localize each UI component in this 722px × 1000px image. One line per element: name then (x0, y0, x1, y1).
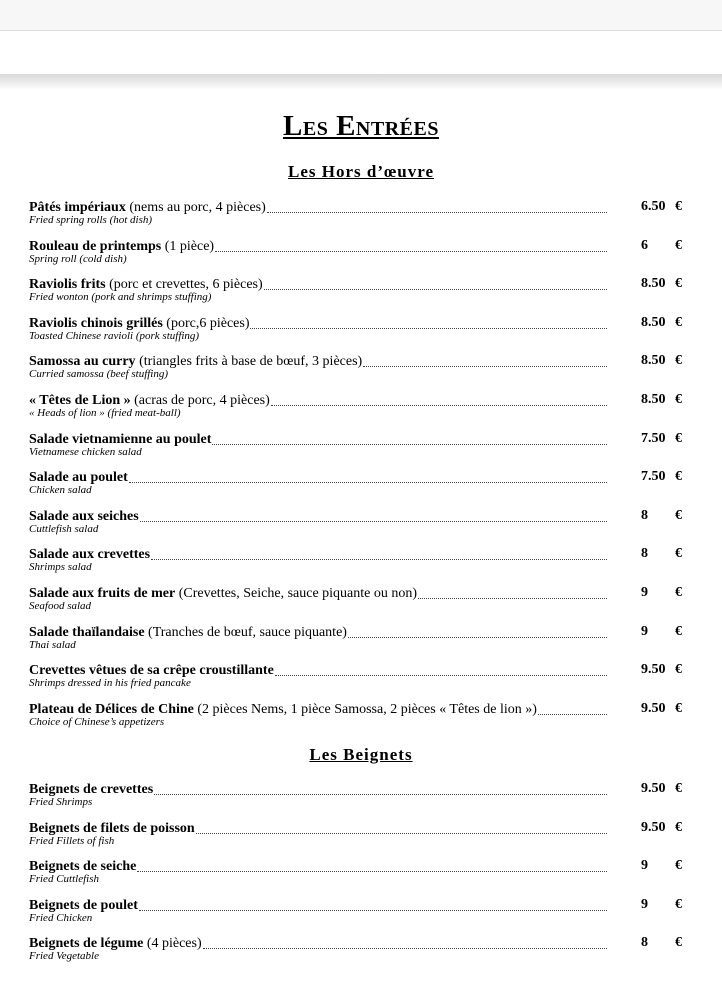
menu-item-description: (porc,6 pièces) (162, 315, 250, 331)
menu-item-english: Fried Shrimps (29, 796, 93, 808)
menu-item-line (29, 895, 607, 914)
menu-item-name: Salade thaïlandaise (29, 624, 145, 640)
menu-item-name: Beignets de légume (29, 936, 144, 952)
currency-symbol: € (675, 276, 682, 292)
menu-item-line (29, 544, 607, 563)
dotted-leader (250, 328, 607, 329)
menu-item-description: (acras de porc, 4 pièces) (130, 392, 270, 408)
menu-item-name: Salade aux crevettes (29, 547, 151, 563)
menu-item (29, 544, 689, 583)
menu-item-line (29, 818, 607, 837)
menu-item-price: 9 (641, 584, 648, 600)
menu-item-line (29, 779, 607, 798)
menu-item-price: 9.50 (641, 662, 666, 678)
currency-symbol: € (675, 781, 682, 796)
menu-item-price: 8 (641, 546, 648, 562)
menu-item-english: Choice of Chinese’s appetizers (29, 715, 165, 728)
menu-item (29, 933, 689, 972)
menu-item-english: Curried samossa (beef stuffing) (29, 368, 169, 381)
menu-item-price: 8.50 (641, 276, 666, 292)
menu-item-line (29, 933, 607, 952)
dotted-leader (137, 871, 607, 872)
menu-item-english: Toasted Chinese ravioli (pork stuffing) (29, 329, 200, 342)
menu-item-english: Fried Cuttlefish (29, 873, 99, 886)
menu-item-english: Seafood salad (29, 599, 92, 612)
dotted-leader (348, 637, 607, 638)
menu-item-description: (triangles frits à base de bœuf, 3 pièces) (135, 354, 363, 370)
menu-item (29, 429, 689, 468)
menu-item-description: (4 pièces) (143, 936, 202, 952)
dotted-leader (139, 910, 607, 911)
dotted-leader (212, 444, 607, 445)
dotted-leader (363, 366, 607, 367)
currency-symbol: € (675, 353, 682, 369)
menu-item-name: Beignets de seiche (29, 859, 137, 875)
menu-item-price: 9 (641, 858, 648, 874)
dotted-leader (264, 289, 607, 290)
menu-item-name: Raviolis frits (29, 277, 106, 293)
dotted-leader (196, 833, 607, 834)
dotted-leader (418, 598, 607, 599)
menu-item-english: Chicken salad (29, 484, 92, 497)
menu-item-price: 8 (641, 935, 648, 951)
dotted-leader (151, 559, 607, 560)
menu-item-price: 6 (641, 237, 648, 253)
menu-item-english: Shrimps dressed in his fried pancake (29, 677, 191, 690)
currency-symbol: € (675, 314, 682, 330)
menu-item-price: 9 (641, 896, 648, 912)
menu-item (29, 467, 689, 506)
menu-item-line (29, 583, 607, 602)
menu-item-name: Samossa au curry (29, 354, 136, 370)
menu-item-price: 8.50 (641, 391, 666, 407)
currency-symbol: € (675, 507, 682, 523)
menu-item-price: 9.50 (641, 819, 666, 835)
currency-symbol: € (675, 700, 682, 716)
menu-item-english: Shrimps salad (29, 561, 92, 574)
menu-item (29, 856, 689, 895)
menu-item-price: 9.50 (641, 781, 666, 796)
menu-item (29, 699, 689, 738)
menu-item-price: 6.50 (641, 199, 666, 214)
menu-item-price: 9.50 (641, 700, 666, 716)
currency-symbol: € (675, 391, 682, 407)
menu-item-description: (2 pièces Nems, 1 pièce Samossa, 2 pièces « Têtes de lion ») (193, 701, 537, 717)
dotted-leader (275, 675, 607, 676)
menu-item-price: 8.50 (641, 353, 666, 369)
menu-item-name: Beignets de poulet (29, 897, 138, 913)
currency-symbol: € (675, 623, 682, 639)
menu-item (29, 351, 689, 390)
currency-symbol: € (675, 430, 682, 446)
menu-item (29, 622, 689, 661)
menu-item-line (29, 506, 607, 525)
browser-top-bar (0, 0, 722, 31)
menu-item-name: Plateau de Délices de Chine (29, 701, 194, 717)
menu-item-price: 8.50 (641, 314, 666, 330)
menu-item-price: 9 (641, 623, 648, 639)
menu-item-name: « Têtes de Lion » (29, 392, 131, 408)
currency-symbol: € (675, 858, 682, 874)
menu-item (29, 779, 689, 818)
menu-item-price: 7.50 (641, 469, 666, 485)
currency-symbol: € (675, 662, 682, 678)
currency-symbol: € (675, 584, 682, 600)
menu-item-description: (Tranches de bœuf, sauce piquante) (144, 624, 347, 640)
menu-item-description: (porc et crevettes, 6 pièces) (105, 277, 263, 293)
menu-item (29, 660, 689, 699)
currency-symbol: € (675, 935, 682, 951)
menu-item (29, 197, 689, 236)
menu-item-description: (Crevettes, Seiche, sauce piquante ou non) (175, 585, 418, 601)
menu-item-english: Cuttlefish salad (29, 522, 99, 535)
menu-item-name: Raviolis chinois grillés (29, 315, 163, 331)
menu-item (29, 313, 689, 352)
dotted-leader (538, 714, 607, 715)
menu-item-line (29, 856, 607, 875)
currency-symbol: € (675, 469, 682, 485)
menu-item-line (29, 622, 607, 641)
currency-symbol: € (675, 819, 682, 835)
menu-item-english: Fried Vegetable (29, 950, 99, 963)
menu-item-name: Salade aux fruits de mer (29, 585, 176, 601)
page-top-shadow (0, 74, 722, 90)
currency-symbol: € (675, 237, 682, 253)
menu-item-name: Crevettes vêtues de sa crêpe croustillante (29, 663, 274, 679)
menu-item (29, 506, 689, 545)
currency-symbol: € (675, 546, 682, 562)
menu-item (29, 236, 689, 275)
dotted-leader (203, 948, 607, 949)
menu-item-name: Rouleau de printemps (29, 238, 162, 254)
currency-symbol: € (675, 199, 682, 214)
menu-item-line (29, 467, 607, 486)
menu-item-english: Fried Chicken (29, 911, 93, 924)
menu-item (29, 895, 689, 934)
dotted-leader (267, 212, 607, 213)
menu-item-description: (1 pièce) (161, 238, 215, 254)
page-title: Les Entrées (283, 110, 439, 142)
currency-symbol: € (675, 896, 682, 912)
menu-item-description: (nems au porc, 4 pièces) (125, 200, 266, 215)
dotted-leader (215, 251, 607, 252)
menu-item-english: Spring roll (cold dish) (29, 252, 127, 265)
menu-item-price: 8 (641, 507, 648, 523)
menu-item-english: Fried Fillets of fish (29, 834, 115, 847)
dotted-leader (154, 794, 607, 795)
menu-item-name: Pâtés impériaux (29, 200, 126, 215)
menu-item (29, 390, 689, 429)
menu-list-hors-doeuvre (29, 197, 689, 737)
section-title-hors-doeuvre: Les Hors d’œuvre (287, 162, 434, 181)
section-title-beignets: Les Beignets (309, 745, 413, 764)
menu-item-name: Salade vietnamienne au poulet (29, 431, 212, 447)
menu-item (29, 818, 689, 857)
menu-item-name: Beignets de crevettes (29, 782, 154, 797)
menu-item-name: Salade aux seiches (29, 508, 139, 524)
menu-item-name: Beignets de filets de poisson (29, 820, 195, 836)
dotted-leader (271, 405, 607, 406)
dotted-leader (129, 482, 607, 483)
menu-item-english: Fried wonton (pork and shrimps stuffing) (29, 291, 212, 304)
menu-item-english: Thai salad (29, 638, 76, 651)
menu-item-english: Vietnamese chicken salad (29, 445, 142, 458)
menu-item-english: « Heads of lion » (fried meat-ball) (29, 406, 181, 419)
menu-item-price: 7.50 (641, 430, 666, 446)
menu-list-beignets (29, 779, 689, 972)
menu-item-english: Fried spring rolls (hot dish) (29, 214, 153, 226)
menu-item (29, 274, 689, 313)
menu-item (29, 583, 689, 622)
menu-item-name: Salade au poulet (29, 470, 128, 486)
dotted-leader (140, 521, 607, 522)
